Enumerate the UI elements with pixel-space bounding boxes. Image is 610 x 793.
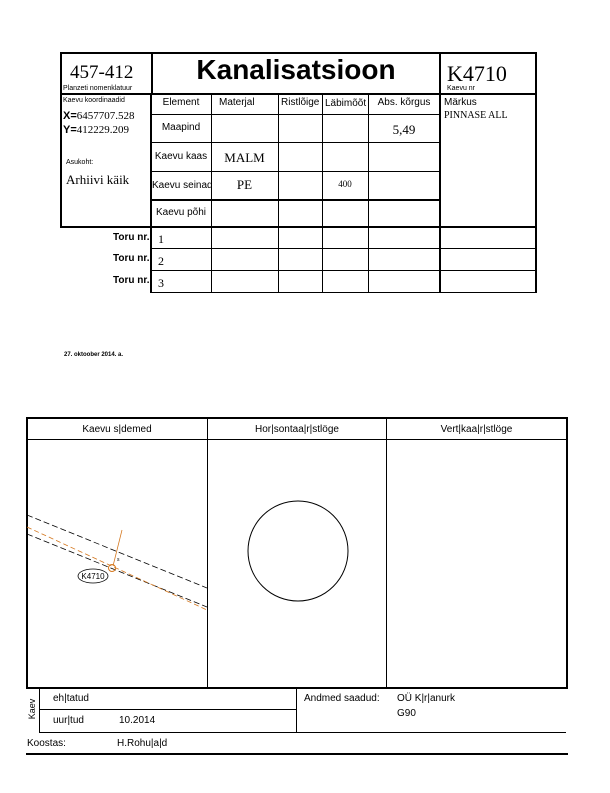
row-element-bottom: Kaevu põhi bbox=[155, 207, 207, 218]
source-value-2: G90 bbox=[397, 708, 416, 719]
panel-title-vertical: Vert|kaa|r|stlöge bbox=[440, 424, 513, 435]
col-header-note: Märkus bbox=[444, 97, 477, 108]
page-title: Kanalisatsioon bbox=[196, 54, 396, 85]
pipe-line-lower bbox=[27, 534, 207, 607]
row-element-ground: Maapind bbox=[161, 122, 201, 133]
row-element-walls: Kaevu seinad bbox=[152, 180, 213, 191]
row-element-cover: Kaevu kaas bbox=[154, 151, 208, 162]
sewer-line bbox=[27, 527, 207, 610]
pipe-number-2: 2 bbox=[158, 254, 164, 268]
row-diameter-walls: 400 bbox=[338, 179, 352, 189]
coord-x-value: 6457707.528 bbox=[76, 110, 135, 122]
coord-y bbox=[63, 124, 129, 136]
side-label-wrap bbox=[26, 688, 39, 732]
map-well-label: K4710 bbox=[81, 572, 105, 581]
nomenclature-caption: Planzeti nomenklatuur bbox=[63, 85, 133, 92]
col-header-material: Materjal bbox=[219, 97, 255, 108]
source-label: Andmed saadud: bbox=[304, 693, 380, 704]
col-header-cross: Ristlõige bbox=[281, 97, 320, 108]
panel-title-horizontal: Hor|sontaa|r|stlöge bbox=[255, 424, 339, 435]
col-header-element: Element bbox=[162, 97, 200, 108]
pipe-number-3: 3 bbox=[158, 276, 164, 290]
pipe-label-3: Toru nr. bbox=[113, 275, 150, 286]
well-caption: Kaevu nr bbox=[447, 85, 476, 92]
location-value: Arhiivi käik bbox=[66, 172, 130, 187]
pipe-label-2: Toru nr. bbox=[113, 253, 150, 264]
pipe-number-1: 1 bbox=[158, 232, 164, 246]
coord-x bbox=[63, 110, 135, 122]
side-label: Kaev bbox=[27, 698, 37, 720]
coord-x-label: X= bbox=[63, 110, 77, 122]
coord-y-label: Y= bbox=[63, 124, 77, 136]
col-header-diameter: Läbimõõt bbox=[325, 98, 367, 109]
coord-y-value: 412229.209 bbox=[76, 124, 130, 136]
note-value: PINNASE ALL bbox=[444, 110, 508, 121]
col-header-height: Abs. kõrgus bbox=[377, 97, 431, 108]
situation-map bbox=[27, 440, 207, 687]
pipe-label-1: Toru nr. bbox=[113, 232, 150, 243]
well-cross-section-circle bbox=[248, 501, 348, 601]
well-number: K4710 bbox=[447, 61, 507, 86]
footer-row2-label: uur|tud bbox=[53, 715, 84, 726]
footer-row2-value: 10.2014 bbox=[119, 715, 156, 726]
coords-caption: Kaevu koordinaadid bbox=[63, 97, 125, 104]
panel-title-surroundings: Kaevu s|demed bbox=[82, 424, 152, 435]
source-value-1: OÜ K|r|anurk bbox=[397, 693, 455, 704]
footer-row1-label: eh|tatud bbox=[53, 693, 89, 704]
well-symbol bbox=[109, 565, 116, 572]
row-height-ground: 5,49 bbox=[392, 122, 416, 137]
map-marker-text: s bbox=[117, 557, 120, 563]
row-material-walls: PE bbox=[236, 177, 253, 192]
location-caption: Asukoht: bbox=[66, 159, 94, 166]
author-label: Koostas: bbox=[27, 738, 66, 749]
nomenclature-number: 457-412 bbox=[70, 62, 134, 83]
document-date: 27. oktoober 2014. a. bbox=[64, 352, 124, 358]
author-value: H.Rohu|a|d bbox=[117, 738, 168, 749]
horizontal-section bbox=[208, 440, 386, 687]
row-material-cover: MALM bbox=[224, 150, 265, 165]
